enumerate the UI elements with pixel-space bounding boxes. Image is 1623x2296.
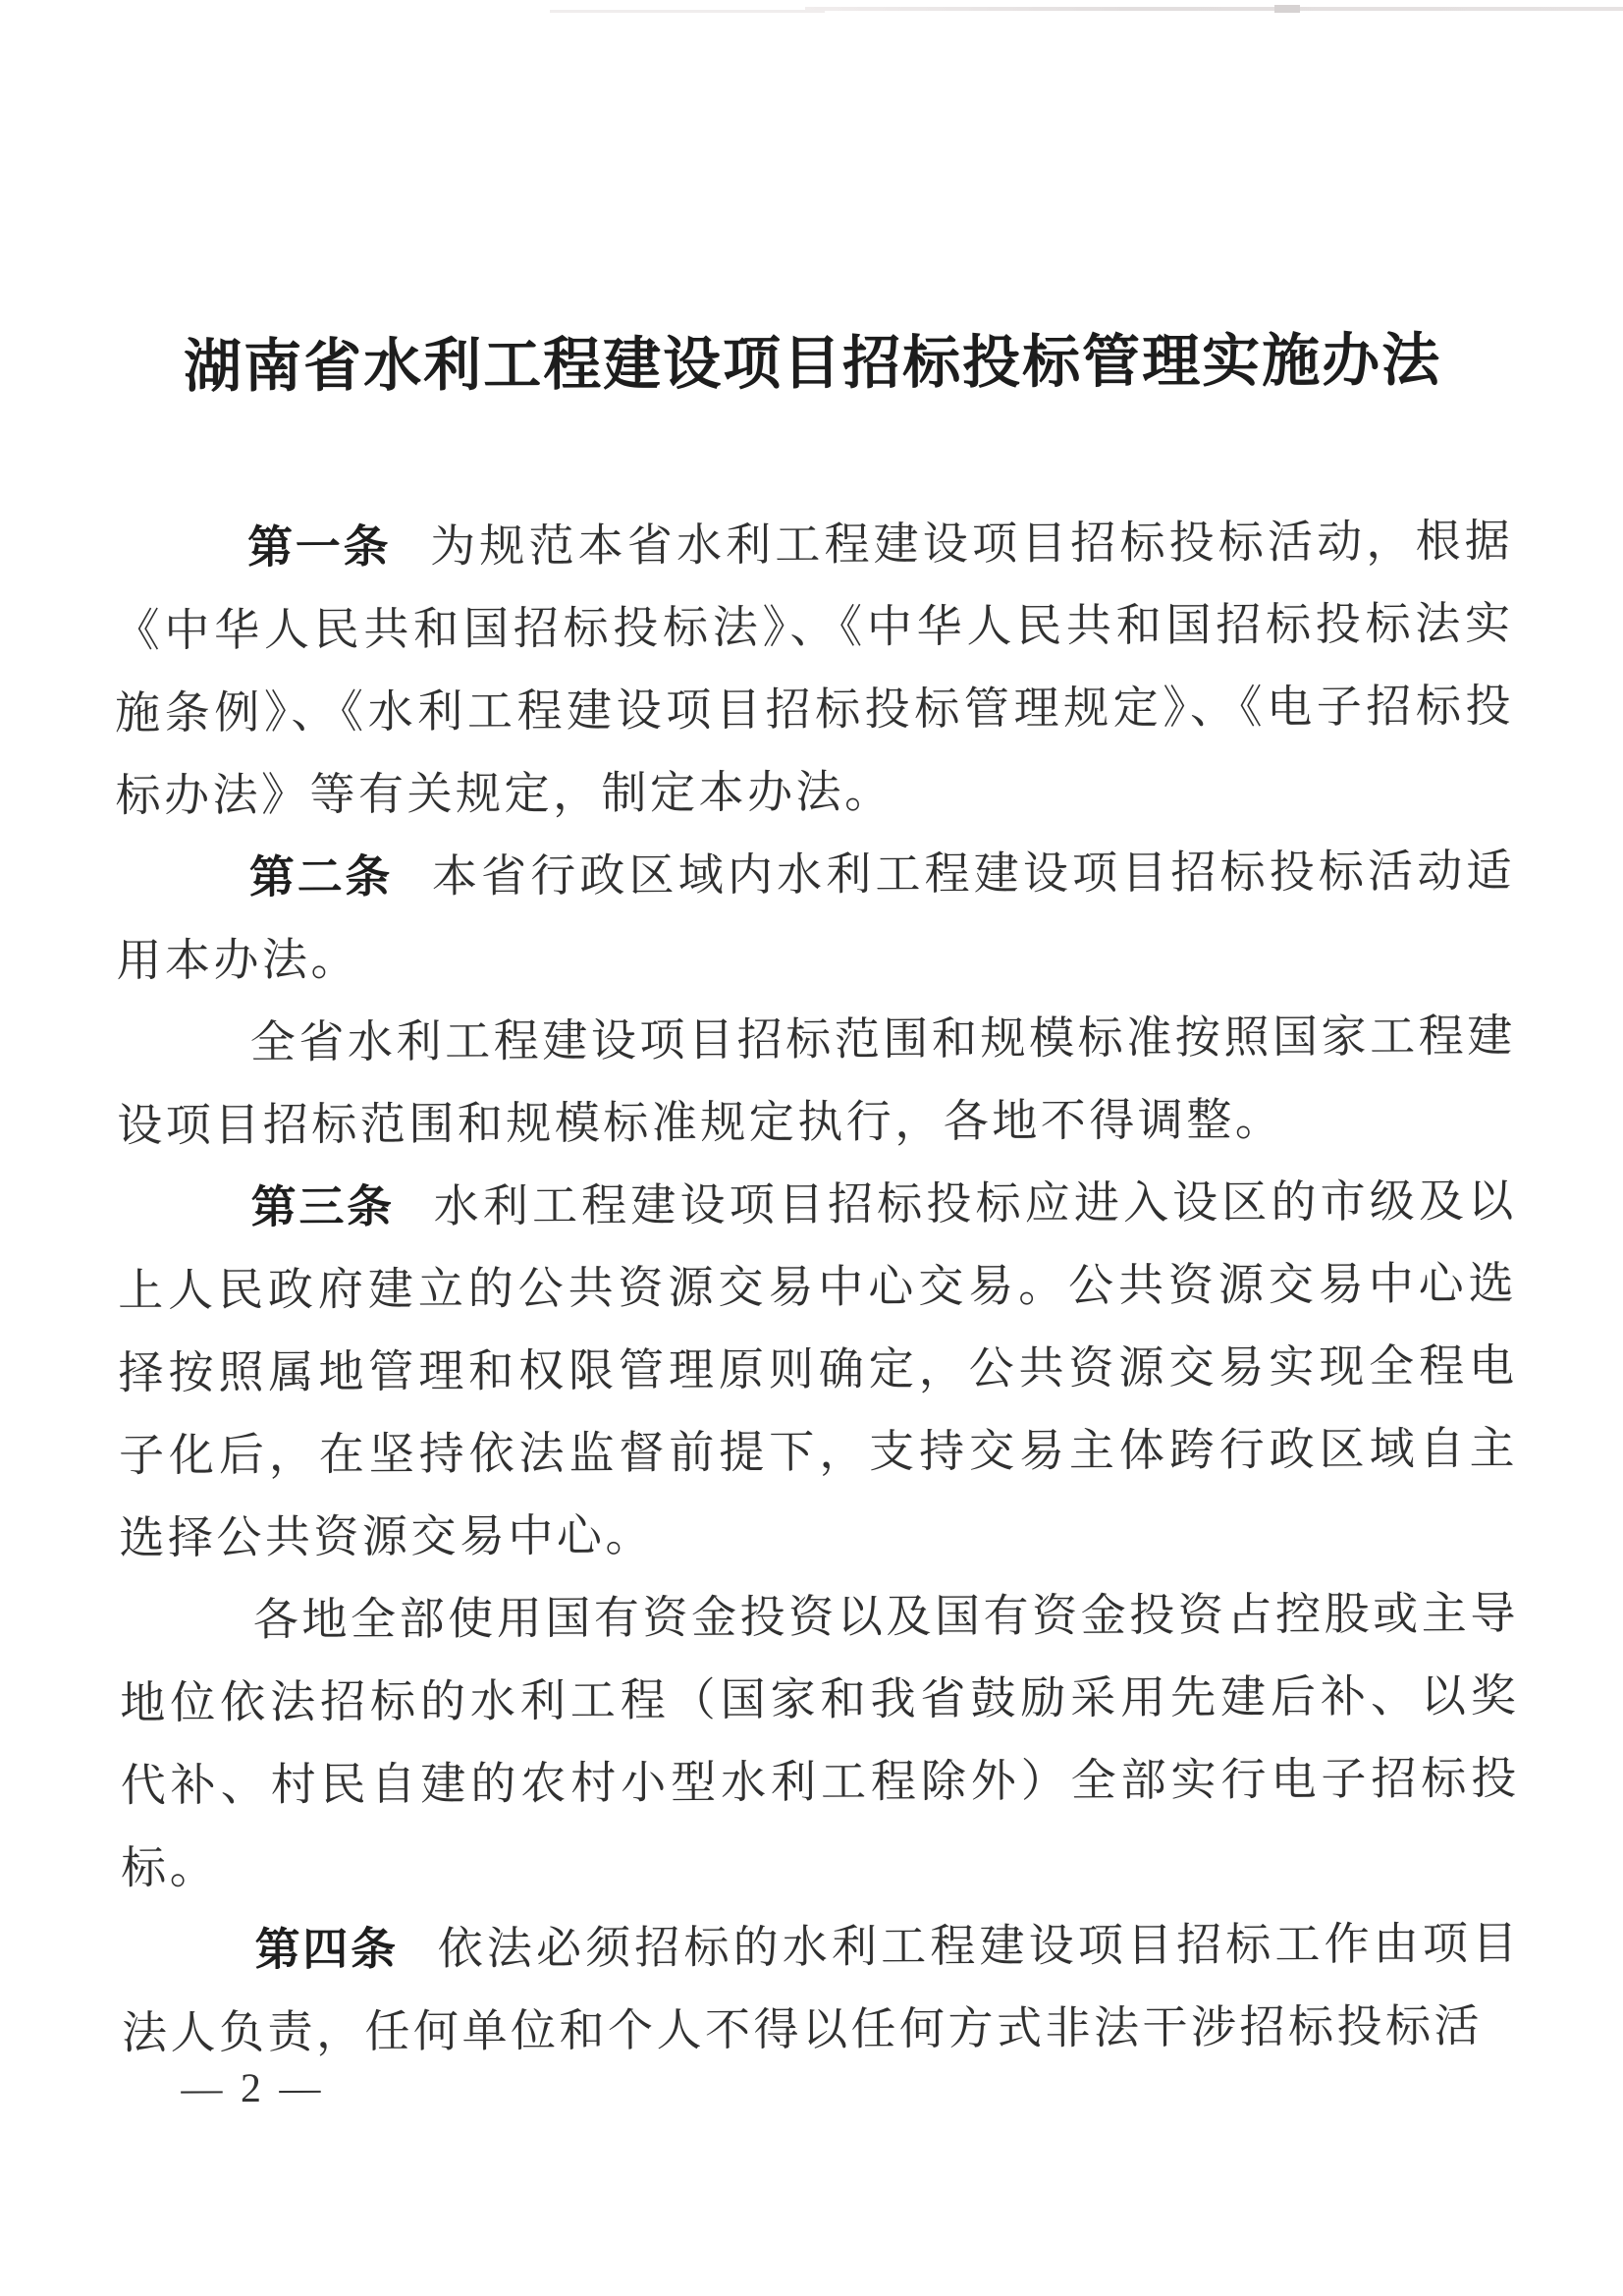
article-number: 第三条 (250, 1181, 395, 1233)
document-content (113, 320, 1521, 2111)
document-body (114, 500, 1521, 2074)
scan-artifact-streak (805, 7, 1623, 11)
scan-artifact-tick (1274, 5, 1300, 13)
paragraph: 第四条 依法必须招标的水利工程建设项目招标工作由项目法人负责，任何单位和个人不得以任何方式非法干涉招标投标活 (121, 1918, 1521, 2058)
article-number: 第四条 (254, 1924, 399, 1975)
article-number: 第二条 (248, 851, 394, 903)
article-number: 第一条 (247, 521, 392, 574)
paragraph: 第一条 为规范本省水利工程建设项目招标投标活动，根据《中华人民共和国招标投标法》、《中华人民共和国招标投标法实施条例》、《水利工程建设项目招标投标管理规定》、《电子招标投标办法》等有关规定，制定本办法。 (114, 516, 1515, 821)
scan-artifact-streak (550, 10, 825, 13)
page-number: — 2 — (181, 2065, 325, 2112)
paragraph: 全省水利工程建设项目招标范围和规模标准按照国家工程建设项目招标范围和规模标准规定执行，各地不得调整。 (117, 1011, 1516, 1151)
paragraph: 第二条 本省行政区域内水利工程建设项目招标投标活动适用本办法。 (116, 846, 1516, 986)
paragraph: 第三条 水利工程建设项目招标投标应进入设区的市级及以上人民政府建立的公共资源交易中心交易。公共资源交易中心选择按照属地管理和权限管理原则确定，公共资源交易实现全程电子化后，在坚持依法监督前提下，支持交易主体跨行政区域自主选择公共资源交易中心。 (118, 1175, 1519, 1563)
document-title: 湖南省水利工程建设项目招标投标管理实施办法 (184, 327, 1442, 400)
paragraph: 各地全部使用国有资金投资以及国有资金投资占控股或主导地位依法招标的水利工程（国家和我省鼓励采用先建后补、以奖代补、村民自建的农村小型水利工程除外）全部实行电子招标投标。 (120, 1588, 1520, 1893)
